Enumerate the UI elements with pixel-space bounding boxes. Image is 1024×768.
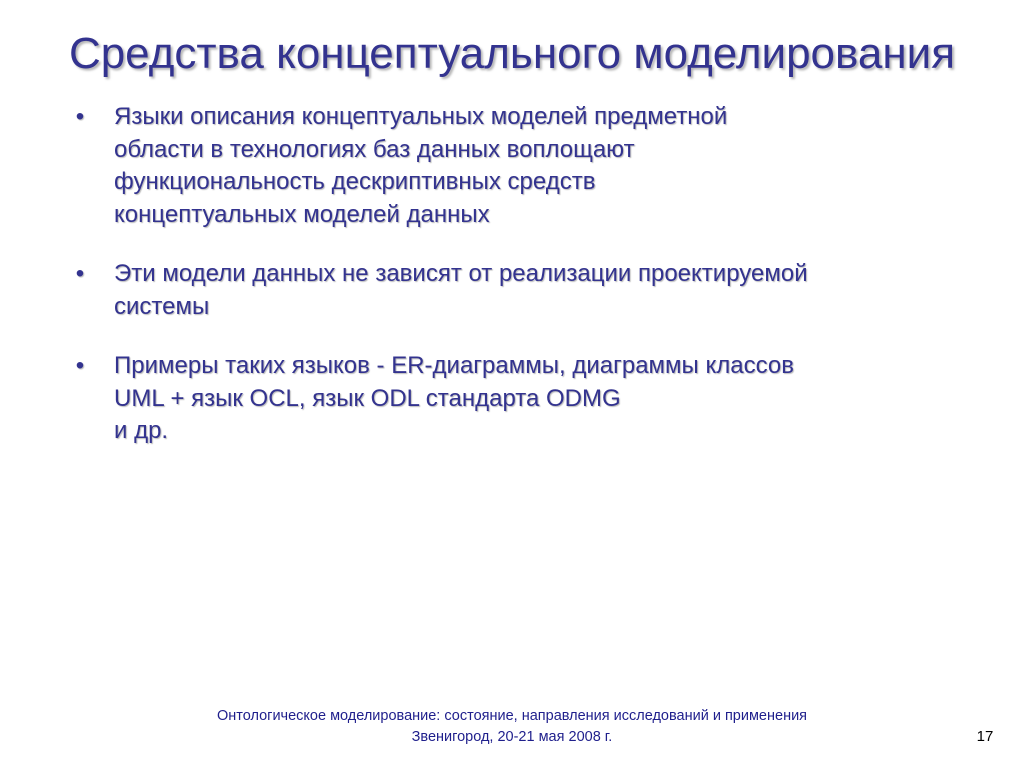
bullet-marker: •: [75, 260, 85, 287]
bullet-marker: •: [75, 352, 85, 379]
footer-conference-title: Онтологическое моделирование: состояние, направления исследований и применения: [216, 708, 808, 724]
bullet-text-line: функциональность дескриптивных средств: [114, 168, 596, 195]
bullet-item: [70, 350, 970, 448]
bullet-list: [70, 101, 970, 448]
bullet-text-line: концептуальных моделей данных: [114, 200, 490, 228]
bullet-item: [70, 101, 970, 231]
bullet-text-line: Примеры таких языков - ER-диаграммы, диаграммы классов: [114, 352, 794, 379]
bullet-text-line: и др.: [114, 417, 169, 444]
slide-title: Средства концептуального моделирования: [68, 29, 956, 78]
slide-footer: [0, 706, 1024, 748]
bullet-text-line: области в технологиях баз данных воплощают: [114, 135, 635, 163]
bullet-text-line: системы: [114, 292, 210, 320]
bullet-text-line: Эти модели данных не зависят от реализации проектируемой: [114, 260, 808, 287]
footer-location-date: Звенигород, 20-21 мая 2008 г.: [411, 729, 613, 745]
bullet-text-line: UML + язык OCL, язык ODL стандарта ODMG: [114, 384, 621, 412]
bullet-item: [70, 258, 970, 323]
bullet-marker: •: [75, 103, 85, 130]
page-number: 17: [976, 728, 994, 745]
bullet-text-line: Языки описания концептуальных моделей предметной: [114, 103, 728, 130]
